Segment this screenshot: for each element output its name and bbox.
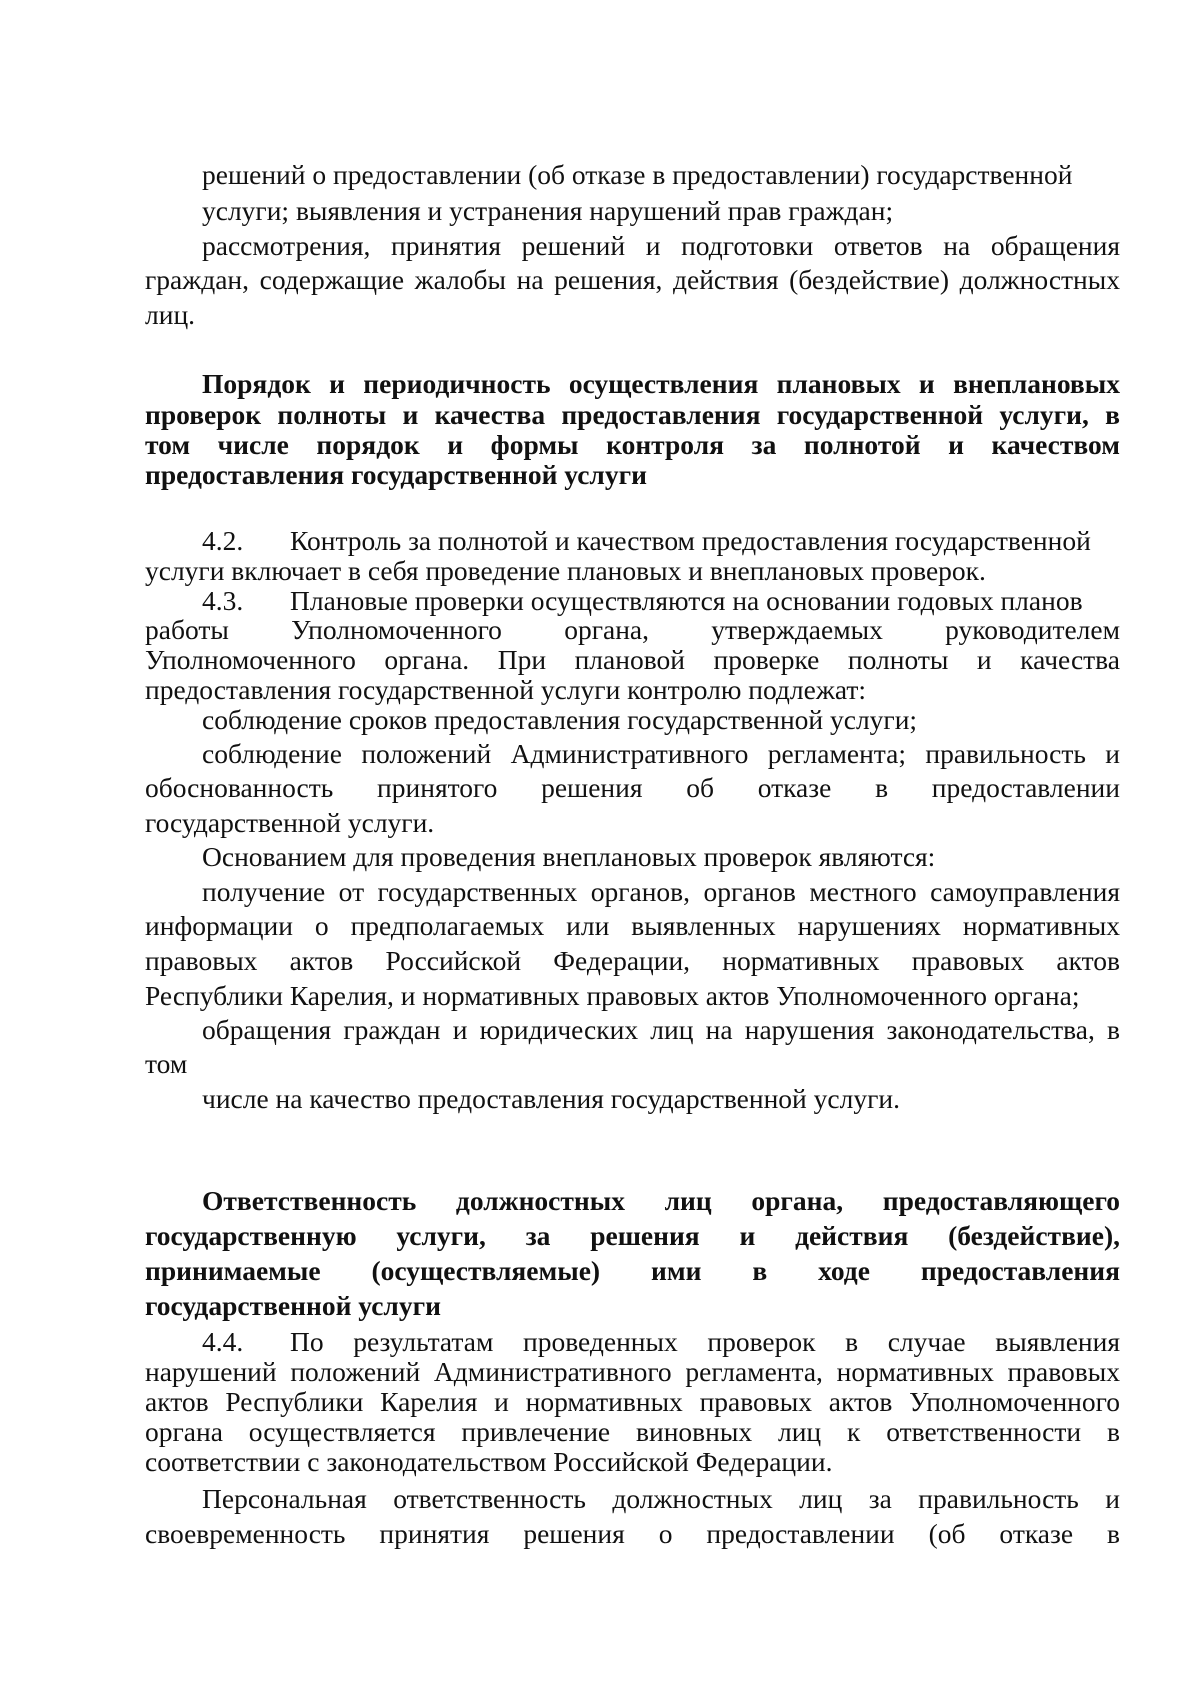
text-line: рассмотрения, принятия решений и подготовки ответов на обращения [202, 230, 1120, 261]
text-line: получение от государственных органов, органов местного самоуправления [202, 876, 1120, 907]
section-heading-line: Ответственность должностных лиц органа, предоставляющего [202, 1185, 1120, 1216]
text-line: Контроль за полнотой и качеством предоставления государственной [290, 525, 1091, 556]
text-line: соответствии с законодательством Российской Федерации. [145, 1446, 833, 1477]
paragraph-number: 4.3. [202, 585, 244, 616]
text-line: Уполномоченного органа. При плановой проверке полноты и качества [145, 644, 1120, 675]
text-line: своевременность принятия решения о предоставлении (об отказе в [145, 1518, 1120, 1549]
paragraph-number: 4.2. [202, 525, 244, 556]
paragraph-4-4-first-line [202, 1325, 1120, 1359]
section-heading-line: предоставления государственной услуги [145, 459, 647, 490]
section-heading-line: принимаемые (осуществляемые) ими в ходе предоставления [145, 1255, 1120, 1286]
section-heading-line: государственной услуги [145, 1290, 441, 1321]
text-line: решений о предоставлении (об отказе в предоставлении) государственной [202, 159, 1073, 190]
text-line: соблюдение положений Административного регламента; правильность и [202, 738, 1120, 769]
section-heading-line: государственную услуги, за решения и действия (бездействие), [145, 1220, 1120, 1251]
text-line: предоставления государственной услуги контролю подлежат: [145, 674, 866, 705]
text-line: Республики Карелия, и нормативных правовых актов Уполномоченного органа; [145, 980, 1080, 1011]
text-line: обоснованность принятого решения об отказе в предоставлении [145, 772, 1120, 803]
text-line: Основанием для проведения внеплановых проверок являются: [202, 841, 936, 872]
paragraph-number: 4.4. [202, 1326, 244, 1357]
text-line: обращения граждан и юридических лиц на нарушения законодательства, в [202, 1014, 1120, 1045]
section-heading-line: проверок полноты и качества предоставления государственной услуги, в [145, 399, 1120, 430]
text-line: соблюдение сроков предоставления государственной услуги; [202, 704, 918, 735]
text-line: услуги включает в себя проведение плановых и внеплановых проверок. [145, 555, 986, 586]
text-line: государственной услуги. [145, 807, 435, 838]
text-line: информации о предполагаемых или выявленных нарушениях нормативных [145, 910, 1120, 941]
paragraph-4-2-first-line [202, 524, 1120, 558]
text-line: граждан, содержащие жалобы на решения, действия (бездействие) должностных [145, 264, 1120, 295]
text-line: числе на качество предоставления государственной услуги. [202, 1083, 900, 1114]
text-line: Плановые проверки осуществляются на основании годовых планов [290, 585, 1083, 616]
text-line: том [145, 1048, 188, 1079]
text-line: органа осуществляется привлечение виновных лиц к ответственности в [145, 1416, 1120, 1447]
section-heading-line: том числе порядок и формы контроля за полнотой и качеством [145, 429, 1120, 460]
text-line: По результатам проведенных проверок в случае выявления [290, 1326, 1120, 1357]
section-heading-line: Порядок и периодичность осуществления плановых и внеплановых [202, 368, 1120, 399]
text-line: Персональная ответственность должностных лиц за правильность и [202, 1483, 1120, 1514]
text-line: работы Уполномоченного органа, утверждаемых руководителем [145, 614, 1120, 645]
text-line: нарушений положений Административного регламента, нормативных правовых [145, 1356, 1120, 1387]
text-line: актов Республики Карелия и нормативных правовых актов Уполномоченного [145, 1386, 1120, 1417]
text-line: правовых актов Российской Федерации, нормативных правовых актов [145, 945, 1120, 976]
text-line: услуги; выявления и устранения нарушений прав граждан; [202, 195, 894, 226]
text-line: лиц. [145, 299, 196, 330]
